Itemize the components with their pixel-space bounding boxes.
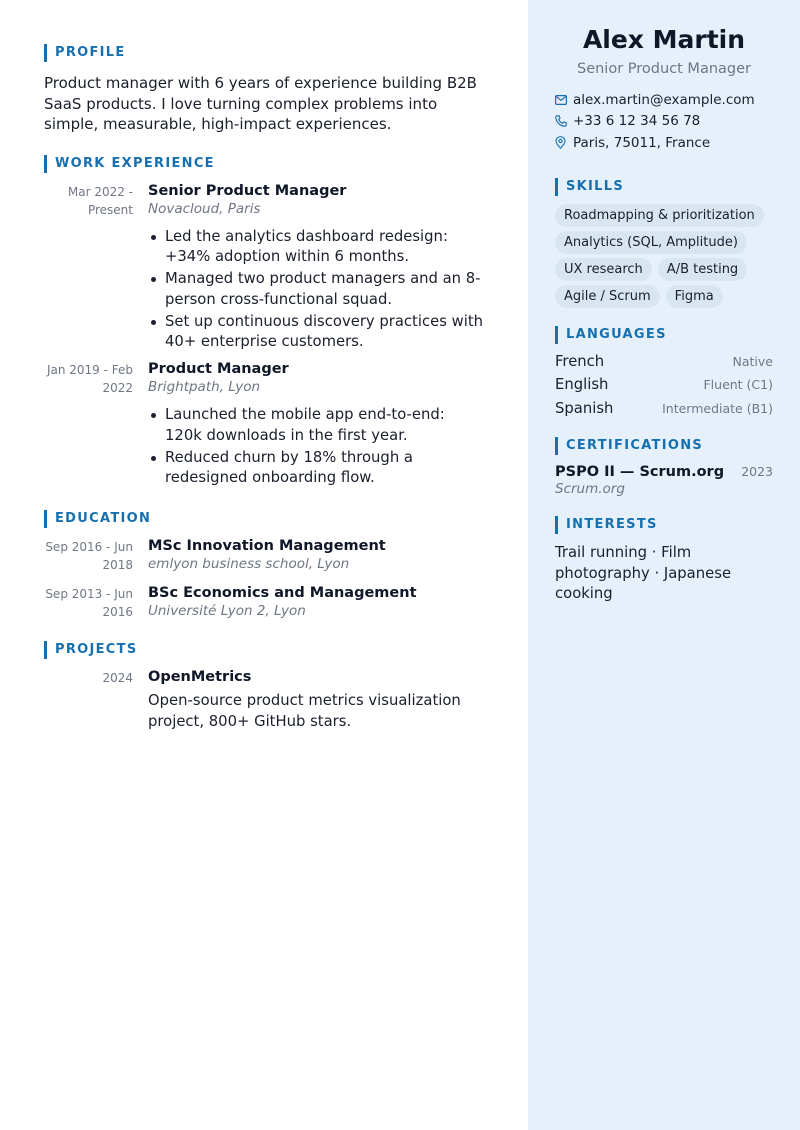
certification-entry <box>555 464 773 498</box>
language-row <box>555 400 773 424</box>
email-text: alex.martin@example.com <box>573 91 755 108</box>
skill-chip: Agile / Scrum <box>555 285 660 308</box>
certification-year: 2023 <box>741 464 773 479</box>
skill-chip: Roadmapping & prioritization <box>555 204 764 227</box>
section-title-profile: PROFILE <box>44 44 484 62</box>
work-entry <box>44 360 484 490</box>
work-bullet: Set up continuous discovery practices with 40+ enterprise customers. <box>148 312 484 353</box>
education-degree: MSc Innovation Management <box>148 538 386 554</box>
phone-icon <box>555 115 573 127</box>
contact-location <box>555 132 773 154</box>
work-bullets <box>148 227 484 353</box>
education-date: Sep 2016 - Jun 2018 <box>45 540 133 572</box>
contact-email[interactable] <box>555 89 773 111</box>
skill-chip: Figma <box>666 285 723 308</box>
sidebar <box>528 0 800 1130</box>
education-entry <box>44 537 484 574</box>
section-title-work: WORK EXPERIENCE <box>44 155 484 173</box>
language-name: Spanish <box>555 399 614 417</box>
work-bullet: Led the analytics dashboard redesign: +34% adoption within 6 months. <box>148 227 484 268</box>
phone-text: +33 6 12 34 56 78 <box>573 113 701 130</box>
language-name: English <box>555 376 609 393</box>
work-date: Mar 2022 - Present <box>67 184 133 217</box>
project-date: 2024 <box>102 671 133 685</box>
languages-list <box>555 353 773 424</box>
skills-list <box>555 204 775 312</box>
certification-name: PSPO II — Scrum.org <box>555 464 725 480</box>
contact-block <box>555 89 773 154</box>
language-level: Intermediate (B1) <box>662 400 773 416</box>
section-title-projects: PROJECTS <box>44 641 484 659</box>
work-entry <box>44 182 484 355</box>
language-row <box>555 376 773 400</box>
work-org: Brightpath, Lyon <box>148 379 261 395</box>
project-description: Open-source product metrics visualization project, 800+ GitHub stars. <box>148 692 461 730</box>
work-role: Product Manager <box>148 361 289 377</box>
mail-icon <box>555 95 573 105</box>
project-name: OpenMetrics <box>148 669 252 685</box>
contact-phone[interactable] <box>555 111 773 133</box>
education-degree: BSc Economics and Management <box>148 585 417 601</box>
work-bullet: Reduced churn by 18% through a redesigned onboarding flow. <box>148 448 484 489</box>
candidate-title: Senior Product Manager <box>576 61 751 77</box>
language-name: French <box>555 352 605 370</box>
education-school: emlyon business school, Lyon <box>148 556 350 572</box>
map-pin-icon <box>555 136 573 149</box>
work-bullets <box>148 405 484 489</box>
work-bullet: Launched the mobile app end-to-end: 120k downloads in the first year. <box>148 405 484 446</box>
work-date: Jan 2019 - Feb 2022 <box>46 363 133 395</box>
section-title-education: EDUCATION <box>44 510 484 528</box>
section-title-certifications: CERTIFICATIONS <box>555 437 773 455</box>
profile-text: Product manager with 6 years of experience building B2B SaaS products. I love turning complex problems into simple, measurable, high-impact experiences. <box>44 74 477 133</box>
candidate-name: Alex Martin <box>582 25 746 54</box>
location-text: Paris, 75011, France <box>573 134 711 151</box>
section-title-skills: SKILLS <box>555 178 773 196</box>
education-date: Sep 2013 - Jun 2016 <box>45 587 133 619</box>
education-entry <box>44 584 484 621</box>
language-level: Native <box>732 353 773 369</box>
certification-org: Scrum.org <box>555 481 625 497</box>
education-school: Université Lyon 2, Lyon <box>148 603 306 619</box>
work-bullet: Managed two product managers and an 8-person cross-functional squad. <box>148 269 484 310</box>
skill-chip: UX research <box>555 258 652 281</box>
section-title-languages: LANGUAGES <box>555 326 773 344</box>
skill-chip: Analytics (SQL, Amplitude) <box>555 231 747 254</box>
interests-text: Trail running · Film photography · Japanese cooking <box>555 544 732 602</box>
language-level: Fluent (C1) <box>703 377 773 392</box>
work-role: Senior Product Manager <box>148 182 347 199</box>
skill-chip: A/B testing <box>658 258 747 281</box>
section-title-interests: INTERESTS <box>555 516 773 534</box>
project-entry <box>44 668 484 732</box>
work-org: Novacloud, Paris <box>148 200 261 217</box>
language-row <box>555 353 773 377</box>
